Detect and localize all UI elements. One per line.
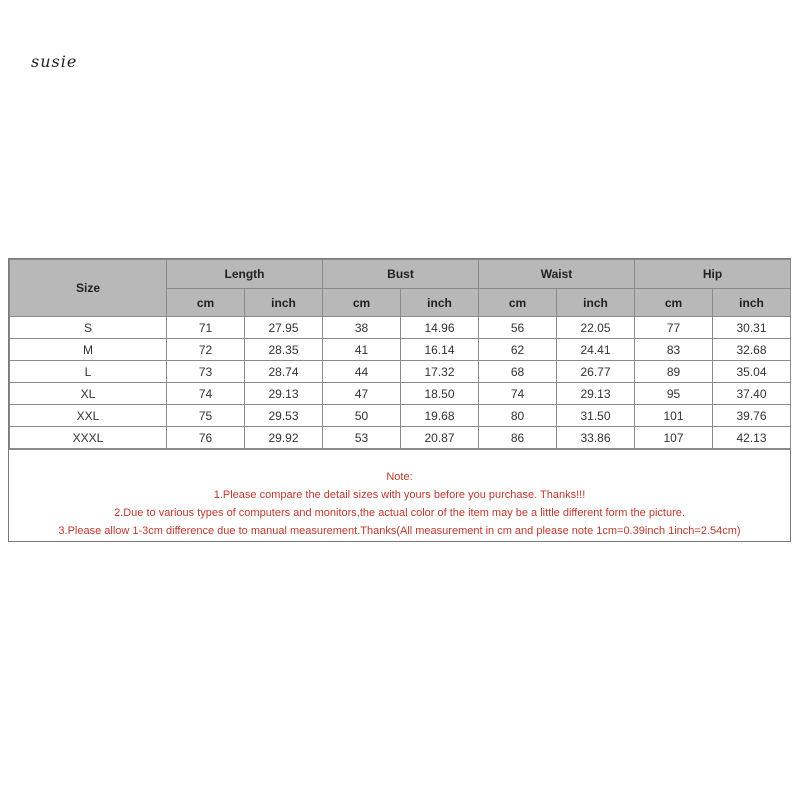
table-cell: 41: [323, 339, 401, 361]
table-cell: 68: [479, 361, 557, 383]
table-cell: 19.68: [401, 405, 479, 427]
table-cell: 20.87: [401, 427, 479, 449]
table-row: [10, 317, 791, 339]
size-chart: [8, 258, 791, 542]
group-header-hip: Hip: [635, 260, 791, 289]
table-cell: 56: [479, 317, 557, 339]
note-line-2: 2.Due to various types of computers and monitors,the actual color of the item may be a little different form the picture.: [114, 507, 685, 519]
table-cell: 24.41: [557, 339, 635, 361]
table-cell: 32.68: [713, 339, 791, 361]
table-row: [10, 361, 791, 383]
note-line-3: 3.Please allow 1-3cm difference due to manual measurement.Thanks(All measurement in cm and please note 1cm=0.39inch 1inch=2.54cm): [58, 525, 741, 537]
size-header: Size: [10, 260, 167, 317]
table-cell: 73: [167, 361, 245, 383]
table-cell: 29.13: [245, 383, 323, 405]
table-cell: 74: [479, 383, 557, 405]
table-cell: 75: [167, 405, 245, 427]
note-line-1: 1.Please compare the detail sizes with yours before you purchase. Thanks!!!: [213, 489, 586, 501]
table-cell: 76: [167, 427, 245, 449]
table-cell: 77: [635, 317, 713, 339]
table-cell: 107: [635, 427, 713, 449]
table-cell: XXL: [10, 405, 167, 427]
table-cell: 80: [479, 405, 557, 427]
table-cell: 50: [323, 405, 401, 427]
table-cell: 17.32: [401, 361, 479, 383]
table-cell: 44: [323, 361, 401, 383]
table-cell: 47: [323, 383, 401, 405]
unit-header-inch: inch: [245, 289, 323, 317]
unit-header-inch: inch: [557, 289, 635, 317]
table-cell: 16.14: [401, 339, 479, 361]
table-cell: XXXL: [10, 427, 167, 449]
table-row: [10, 339, 791, 361]
table-cell: 35.04: [713, 361, 791, 383]
table-row: [10, 383, 791, 405]
table-cell: 29.53: [245, 405, 323, 427]
table-cell: 14.96: [401, 317, 479, 339]
note-box: [9, 449, 790, 541]
table-cell: 101: [635, 405, 713, 427]
table-cell: 39.76: [713, 405, 791, 427]
table-cell: 27.95: [245, 317, 323, 339]
table-cell: 95: [635, 383, 713, 405]
table-cell: 26.77: [557, 361, 635, 383]
group-header-waist: Waist: [479, 260, 635, 289]
brand-watermark: susie: [31, 52, 78, 71]
table-cell: 31.50: [557, 405, 635, 427]
table-cell: 33.86: [557, 427, 635, 449]
table-cell: 38: [323, 317, 401, 339]
table-cell: 83: [635, 339, 713, 361]
unit-header-cm: cm: [635, 289, 713, 317]
header-row-groups: [10, 260, 791, 289]
table-cell: L: [10, 361, 167, 383]
table-cell: 30.31: [713, 317, 791, 339]
table-cell: 89: [635, 361, 713, 383]
unit-header-inch: inch: [401, 289, 479, 317]
table-cell: 18.50: [401, 383, 479, 405]
table-cell: 62: [479, 339, 557, 361]
table-cell: 28.35: [245, 339, 323, 361]
table-row: [10, 405, 791, 427]
table-row: [10, 427, 791, 449]
table-cell: 29.92: [245, 427, 323, 449]
group-header-bust: Bust: [323, 260, 479, 289]
table-cell: 86: [479, 427, 557, 449]
group-header-length: Length: [167, 260, 323, 289]
unit-header-cm: cm: [479, 289, 557, 317]
table-cell: 42.13: [713, 427, 791, 449]
table-cell: M: [10, 339, 167, 361]
table-cell: S: [10, 317, 167, 339]
unit-header-inch: inch: [713, 289, 791, 317]
table-cell: 74: [167, 383, 245, 405]
table-cell: 37.40: [713, 383, 791, 405]
table-cell: 29.13: [557, 383, 635, 405]
table-cell: 28.74: [245, 361, 323, 383]
table-cell: 53: [323, 427, 401, 449]
table-cell: 22.05: [557, 317, 635, 339]
table-cell: 71: [167, 317, 245, 339]
note-title: Note:: [386, 471, 413, 483]
size-table: [9, 259, 791, 449]
table-cell: 72: [167, 339, 245, 361]
table-cell: XL: [10, 383, 167, 405]
unit-header-cm: cm: [167, 289, 245, 317]
unit-header-cm: cm: [323, 289, 401, 317]
